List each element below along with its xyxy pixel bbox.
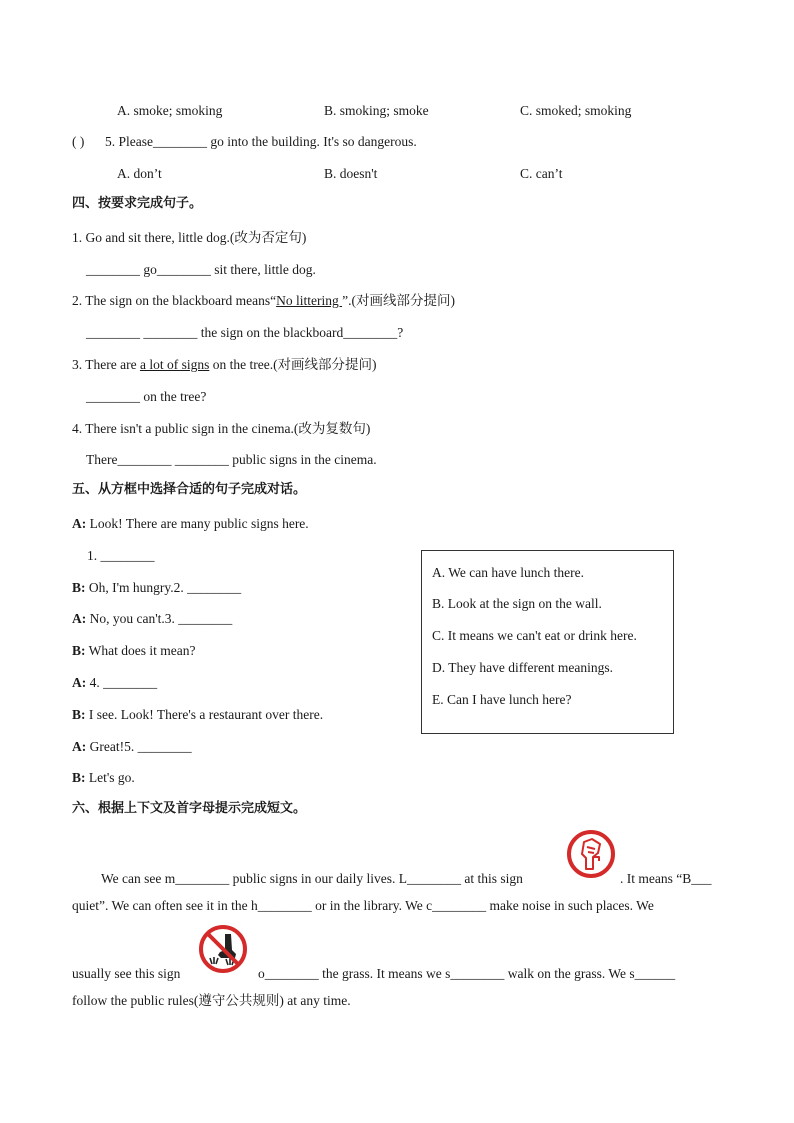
section-5-heading: 五、从方框中选择合适的句子完成对话。: [72, 482, 307, 497]
section-4-heading: 四、按要求完成句子。: [72, 196, 203, 211]
s4-q2: 2. The sign on the blackboard means“No littering ”.(对画线部分提问): [72, 293, 455, 308]
passage-line-4: follow the public rules(遵守公共规则) at any time.: [72, 993, 351, 1008]
option-a: A. We can have lunch there.: [432, 565, 584, 580]
option-b: B. Look at the sign on the wall.: [432, 596, 602, 611]
q5-option-b: B. doesn't: [324, 166, 378, 181]
dialog-line: A: Great!5. ________: [72, 739, 192, 754]
q4-option-b: B. smoking; smoke: [324, 103, 429, 118]
passage-line-2: quiet”. We can often see it in the h________ or in the library. We c________ make noise in such places. We: [72, 898, 654, 913]
dialog-line: B: I see. Look! There's a restaurant over there.: [72, 707, 324, 722]
dialog-line: B: Let's go.: [72, 770, 135, 785]
no-walking-on-grass-icon: [198, 924, 248, 974]
s4-q1: 1. Go and sit there, little dog.(改为否定句): [72, 230, 307, 245]
passage-line-3a: usually see this sign: [72, 966, 181, 981]
q4-option-c: C. smoked; smoking: [520, 103, 632, 118]
s4-a1: ________ go________ sit there, little dog.: [86, 262, 316, 277]
s4-a3: ________ on the tree?: [86, 389, 207, 404]
passage-line-1a: We can see m________ public signs in our daily lives. L________ at this sign: [101, 871, 523, 886]
s4-q4: 4. There isn't a public sign in the cinema.(改为复数句): [72, 421, 371, 436]
q4-option-a: A. smoke; smoking: [117, 103, 223, 118]
dialog-line: B: Oh, I'm hungry.2. ________: [72, 580, 242, 595]
options-box: [421, 550, 674, 734]
q5-option-a: A. don’t: [117, 166, 162, 181]
option-c: C. It means we can't eat or drink here.: [432, 628, 637, 643]
option-e: E. Can I have lunch here?: [432, 692, 572, 707]
s4-a4: There________ ________ public signs in the cinema.: [86, 452, 377, 467]
q5-paren: ( ): [72, 134, 85, 149]
s4-q3: 3. There are a lot of signs on the tree.(对画线部分提问): [72, 357, 377, 372]
q5-option-c: C. can’t: [520, 166, 563, 181]
quiet-sign-icon: [566, 829, 616, 879]
dialog-line: A: Look! There are many public signs here.: [72, 516, 309, 531]
dialog-line: A: 4. ________: [72, 675, 158, 690]
option-d: D. They have different meanings.: [432, 660, 613, 675]
dialog-line: A: No, you can't.3. ________: [72, 611, 233, 626]
dialog-line: 1. ________: [87, 548, 155, 563]
q5-text: 5. Please________ go into the building. It's so dangerous.: [105, 134, 417, 149]
passage-line-3b: o________ the grass. It means we s________ walk on the grass. We s______: [258, 966, 676, 981]
s4-a2: ________ ________ the sign on the blackboard________?: [86, 325, 404, 340]
passage-line-1b: . It means “B___: [620, 871, 712, 886]
dialog-line: B: What does it mean?: [72, 643, 196, 658]
section-6-heading: 六、根据上下文及首字母提示完成短文。: [72, 801, 307, 816]
